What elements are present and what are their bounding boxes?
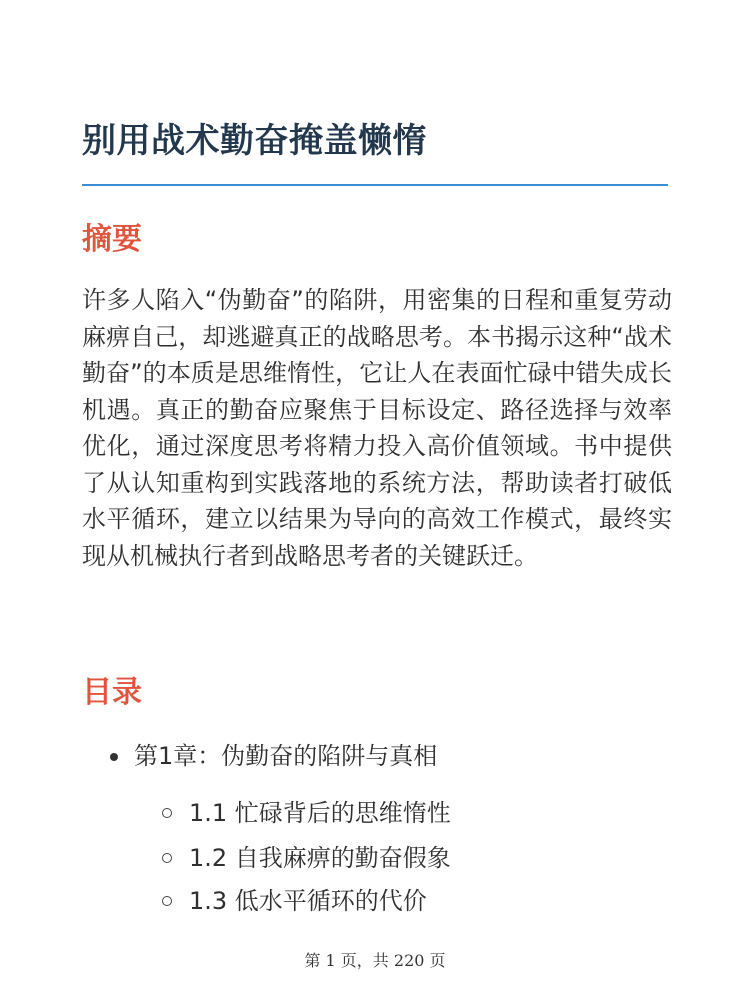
toc-heading: 目录 xyxy=(82,675,142,710)
toc-section-label: 1.1 忙碌背后的思维惰性 xyxy=(189,799,451,827)
hollow-bullet-icon xyxy=(162,896,172,906)
summary-heading: 摘要 xyxy=(82,222,142,257)
toc-section-label: 1.2 自我麻痹的勤奋假象 xyxy=(189,844,451,872)
toc-chapter-label: 第1章：伪勤奋的陷阱与真相 xyxy=(134,742,438,770)
hollow-bullet-icon xyxy=(162,808,172,818)
summary-paragraph: 许多人陷入“伪勤奋”的陷阱，用密集的日程和重复劳动麻痹自己，却逃避真正的战略思考。本书揭示这种“战术勤奋”的本质是思维惰性，它让人在表面忙碌中错失成长机遇。真正的勤奋应聚焦于目标设定、路径选择与效率优化，通过深度思考将精力投入高价值领域。书中提供了从认知重构到实践落地的系统方法，帮助读者打破低水平循环，建立以结果为导向的高效工作模式，最终实现从机械执行者到战略思考者的关键跃迁。 xyxy=(82,286,672,570)
page-title: 别用战术勤奋掩盖懒惰 xyxy=(82,121,427,161)
filled-bullet-icon xyxy=(110,753,118,761)
toc-section-label: 1.3 低水平循环的代价 xyxy=(189,887,427,915)
title-divider xyxy=(82,184,668,186)
hollow-bullet-icon xyxy=(162,853,172,863)
page-number-footer: 第 1 页，共 220 页 xyxy=(304,951,446,970)
